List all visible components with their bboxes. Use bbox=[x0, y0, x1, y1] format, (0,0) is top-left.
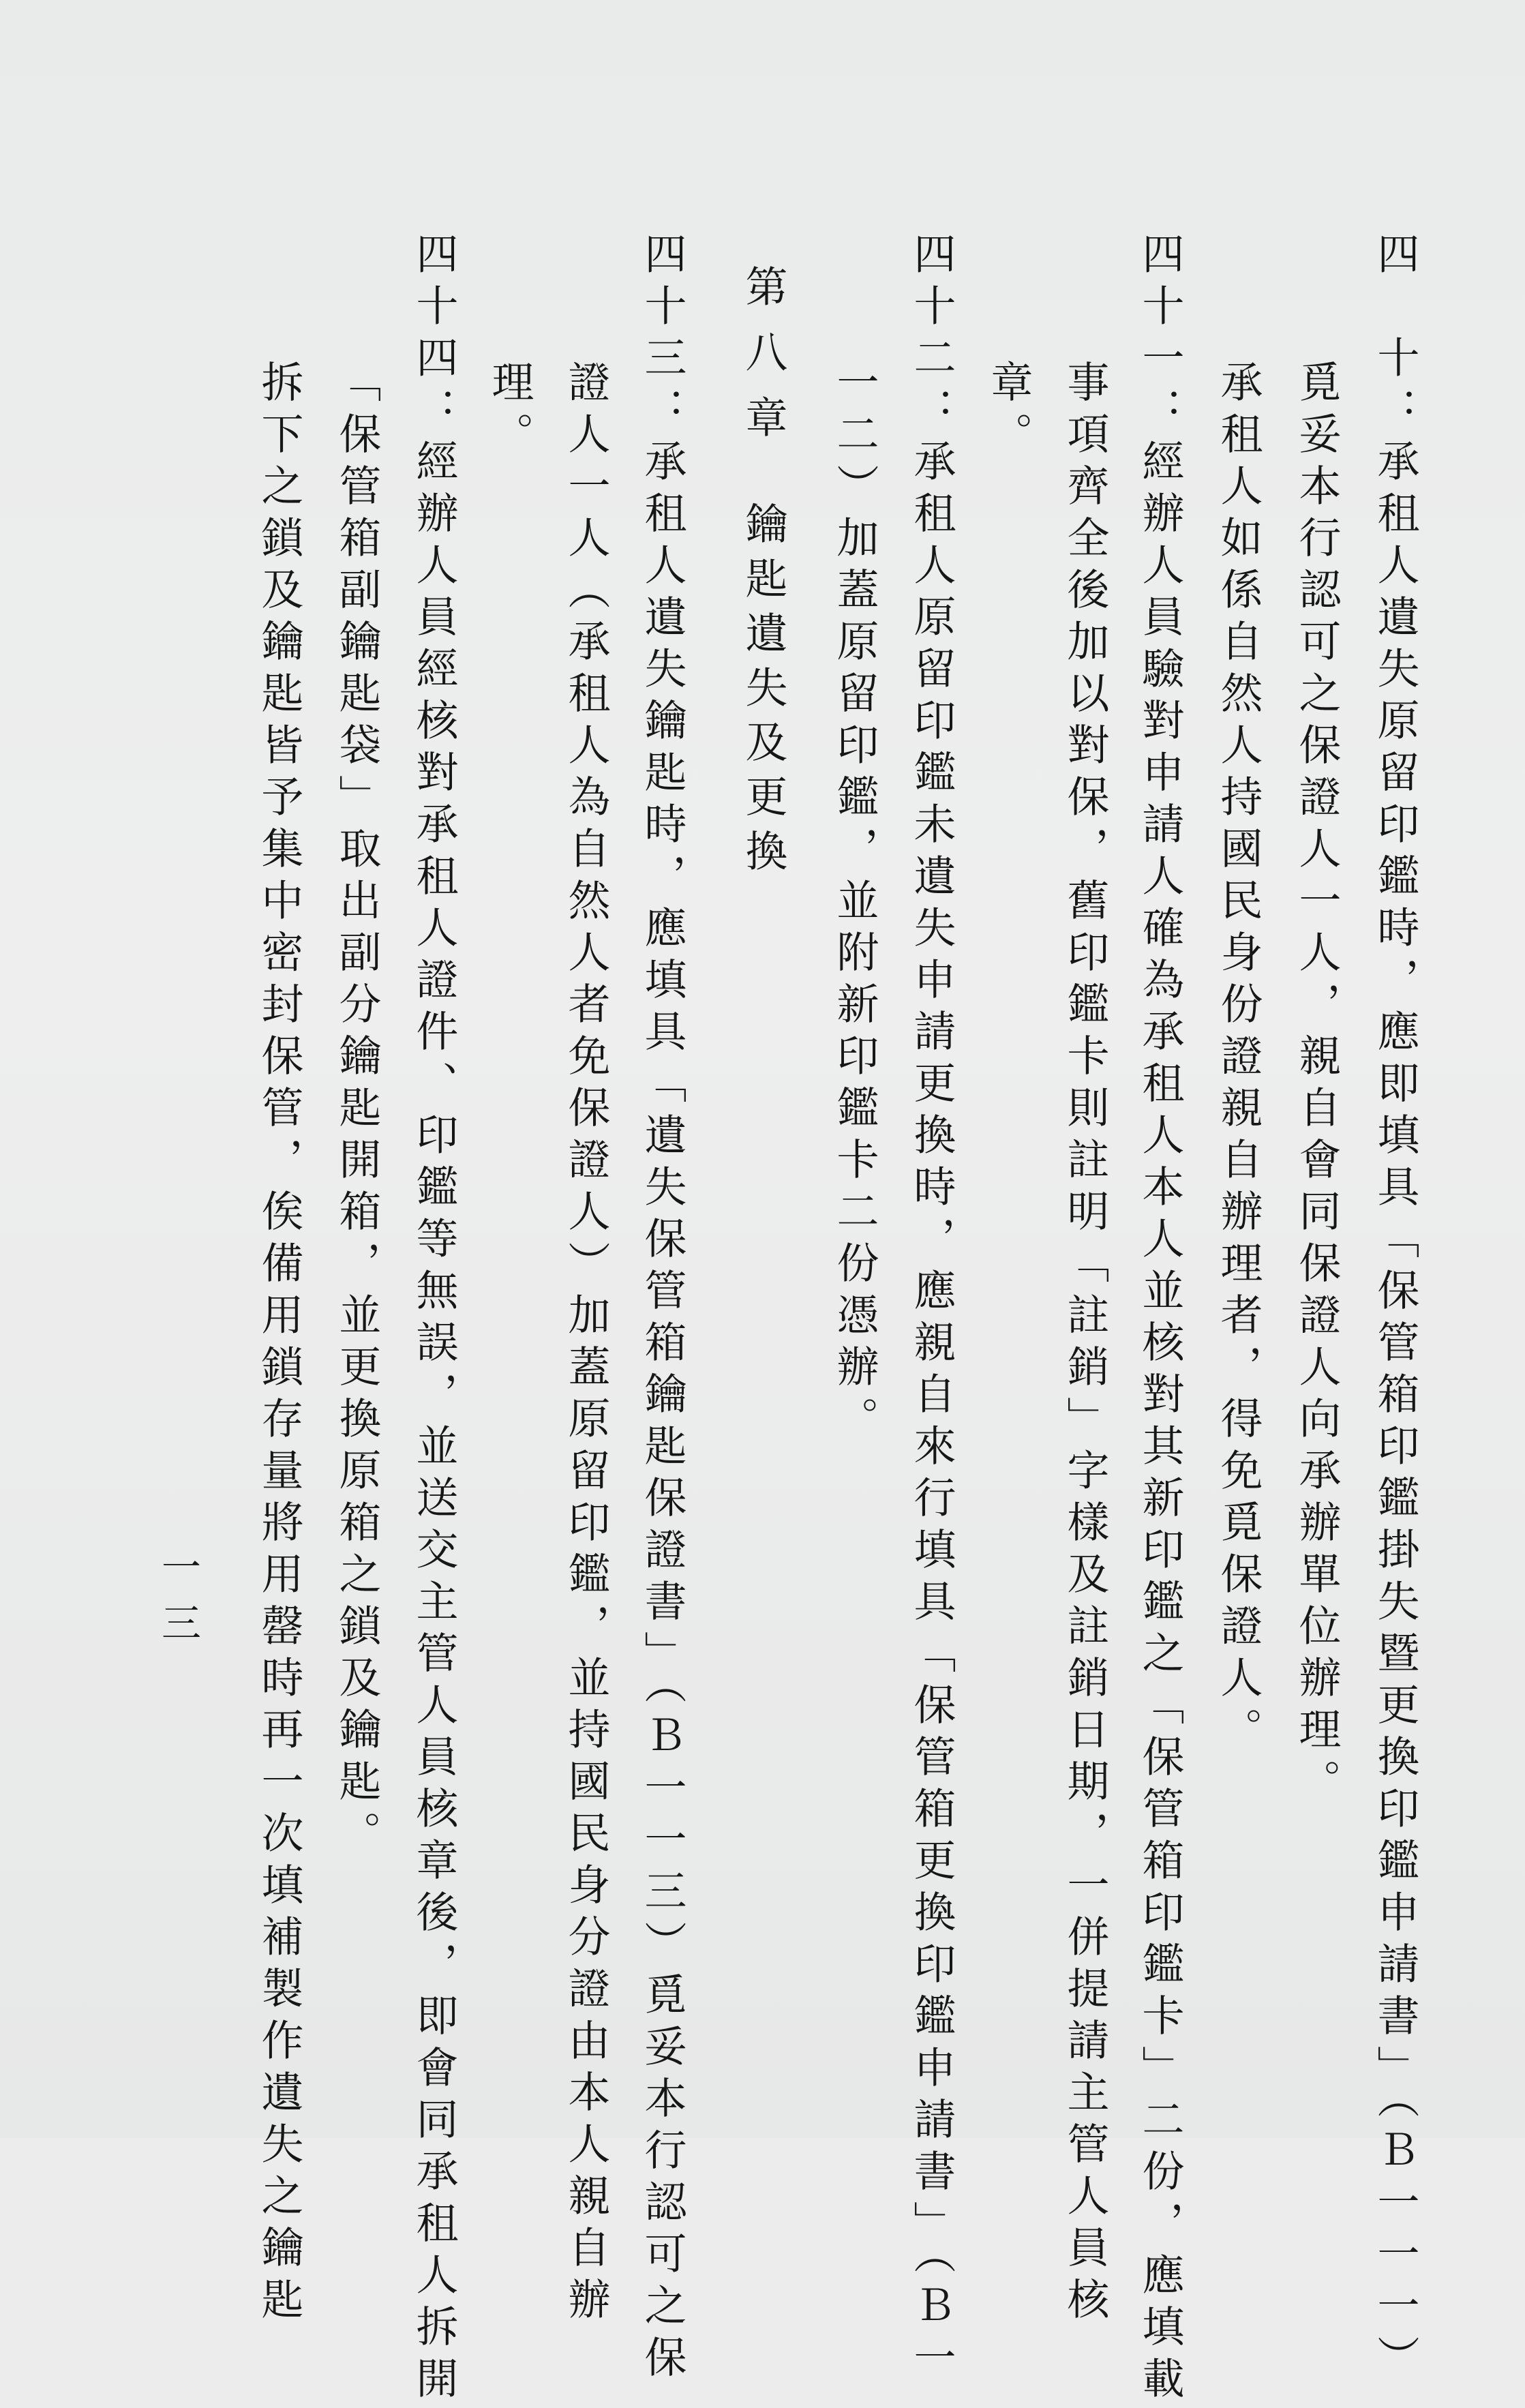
section-41-line-3: 章。 bbox=[984, 360, 1033, 464]
section-41-line-2: 事項齊全後加以對保，舊印鑑卡則註明「註銷」字樣及註銷日期，一併提請主管人員核 bbox=[1060, 360, 1110, 2329]
section-44-line-1: 四十四：經辦人員經核對承租人證件、印鑑等無誤，並送交主管人員核章後，即會同承租人拆開 bbox=[409, 232, 459, 2408]
chapter-title: 鑰匙遺失及更換 bbox=[738, 502, 788, 884]
section-41-line-1: 四十一：經辦人員驗對申請人確為承租人本人並核對其新印鑑之「保管箱印鑑卡」二份，應填載 bbox=[1135, 232, 1185, 2408]
chapter-heading bbox=[738, 265, 788, 884]
section-43-line-3: 理。 bbox=[485, 360, 534, 464]
section-42-line-1: 四十二：承租人原留印鑑未遺失申請更換時，應親自來行填具「保管箱更換印鑑申請書」（Ｂ一 bbox=[907, 232, 956, 2387]
section-40-line-3: 承租人如係自然人持國民身份證親自辦理者，得免覓保證人。 bbox=[1213, 360, 1263, 1759]
section-44-line-2: 「保管箱副鑰匙袋」取出副分鑰匙開箱，並更換原箱之鎖及鑰匙。 bbox=[332, 360, 382, 1863]
section-44-line-3: 拆下之鎖及鑰匙皆予集中密封保管，俟備用鎖存量將用罄時再一次填補製作遺失之鑰匙 bbox=[254, 360, 304, 2329]
section-43-line-1: 四十三：承租人遺失鑰匙時，應填具「遺失保管箱鑰匙保證書」（Ｂ一一三）覓妥本行認可之保 bbox=[637, 232, 687, 2387]
section-40-line-1: 四 十：承租人遺失原留印鑑時，應即填具「保管箱印鑑掛失暨更換印鑑申請書」（Ｂ一一一） bbox=[1370, 232, 1420, 2387]
section-43-line-2: 證人一人（承租人為自然人者免保證人）加蓋原留印鑑，並持國民身分證由本人親自辦 bbox=[561, 360, 611, 2329]
chapter-number: 第八章 bbox=[738, 265, 788, 461]
section-42-line-2: 一二）加蓋原留印鑑，並附新印鑑卡二份憑辦。 bbox=[830, 360, 879, 1448]
section-40-line-2: 覓妥本行認可之保證人一人，親自會同保證人向承辦單位辦理。 bbox=[1292, 360, 1342, 1811]
page-number: 一三 bbox=[155, 1546, 201, 1658]
